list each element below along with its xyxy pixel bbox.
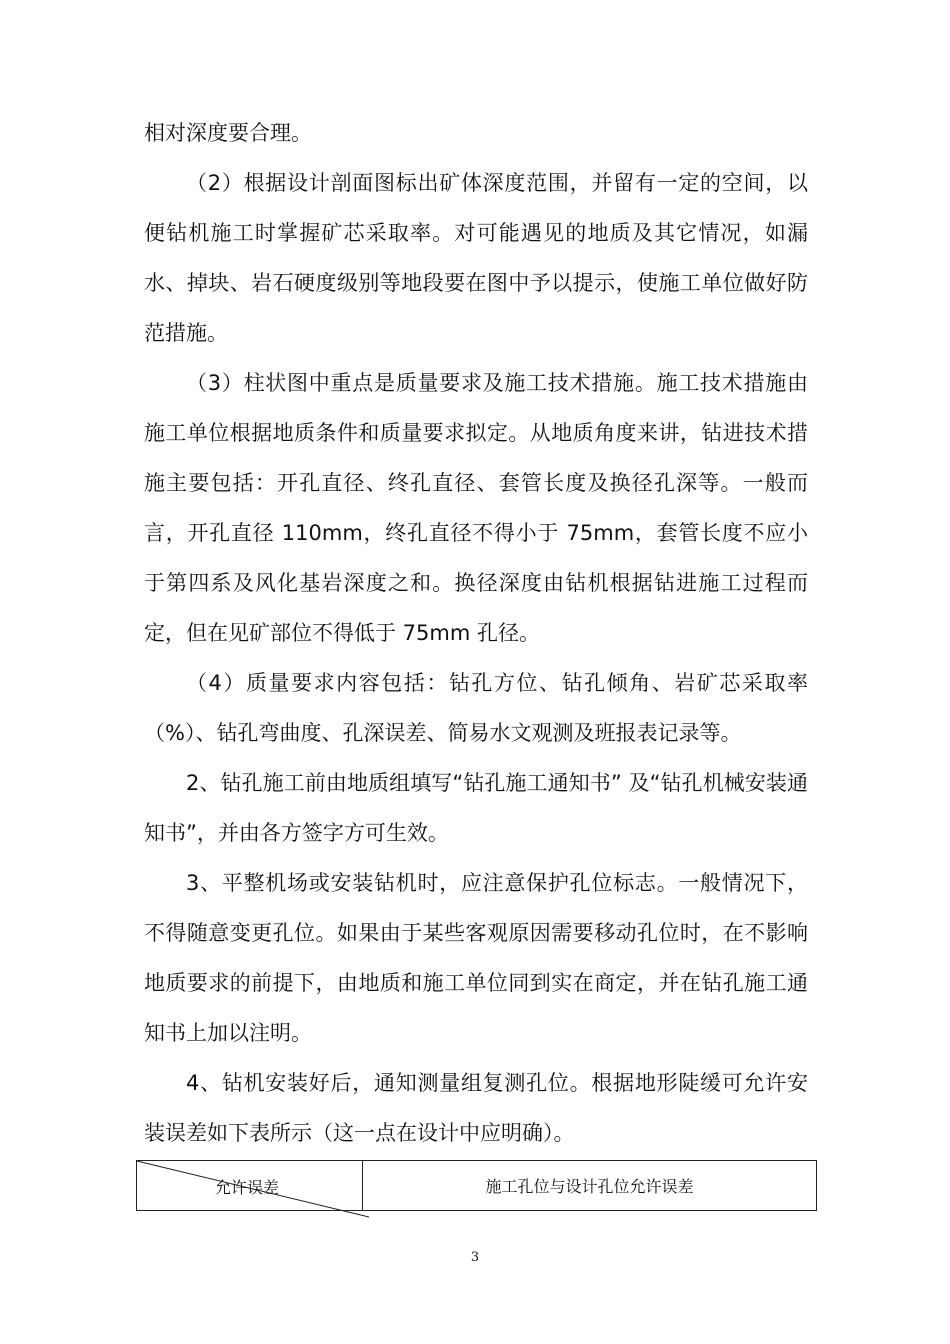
body-text [144,108,808,1158]
diagonal-header-label: 允许误差 [215,1178,280,1197]
column-header-cell [363,1161,817,1211]
paragraph-section-4: 4、钻机安装好后，通知测量组复测孔位。根据地形陡缓可允许安装误差如下表所示（这一点在设计中应明确）。 [144,1071,808,1145]
paragraph-continuation: 相对深度要合理。 [144,121,312,145]
paragraph-item-3: （3）柱状图中重点是质量要求及施工技术措施。施工技术措施由施工单位根据地质条件和质量要求拟定。从地质角度来讲，钻进技术措施主要包括：开孔直径、终孔直径、套管长度及换径孔深等。一般而言，开孔直径 110mm，终孔直径不得小于 75mm，套管长度不应小于第四系及风化基岩深度之和。换径深度由钻机根据钻进施工过程而定，但在见矿部位不得低于 75mm 孔径。 [144,371,808,645]
tolerance-table [136,1160,817,1211]
paragraph-section-3: 3、平整机场或安装钻机时，应注意保护孔位标志。一般情况下，不得随意变更孔位。如果由于某些客观原因需要移动孔位时，在不影响地质要求的前提下，由地质和施工单位同到实在商定，并在钻孔施工通知书上加以注明。 [144,871,808,1045]
paragraph-section-2: 2、钻孔施工前由地质组填写“钻孔施工通知书” 及“钻孔机械安装通知书”，并由各方签字方可生效。 [144,771,808,845]
table-header-row [137,1161,817,1211]
diagonal-header-cell [137,1161,363,1211]
column-header-label: 施工孔位与设计孔位允许误差 [485,1177,694,1196]
page-number: 3 [470,1250,480,1265]
paragraph-item-2: （2）根据设计剖面图标出矿体深度范围，并留有一定的空间，以便钻机施工时掌握矿芯采取率。对可能遇见的地质及其它情况，如漏水、掉块、岩石硬度级别等地段要在图中予以提示，使施工单位做好防范措施。 [144,171,808,345]
paragraph-item-4: （4）质量要求内容包括：钻孔方位、钻孔倾角、岩矿芯采取率（%）、钻孔弯曲度、孔深误差、简易水文观测及班报表记录等。 [144,671,808,745]
